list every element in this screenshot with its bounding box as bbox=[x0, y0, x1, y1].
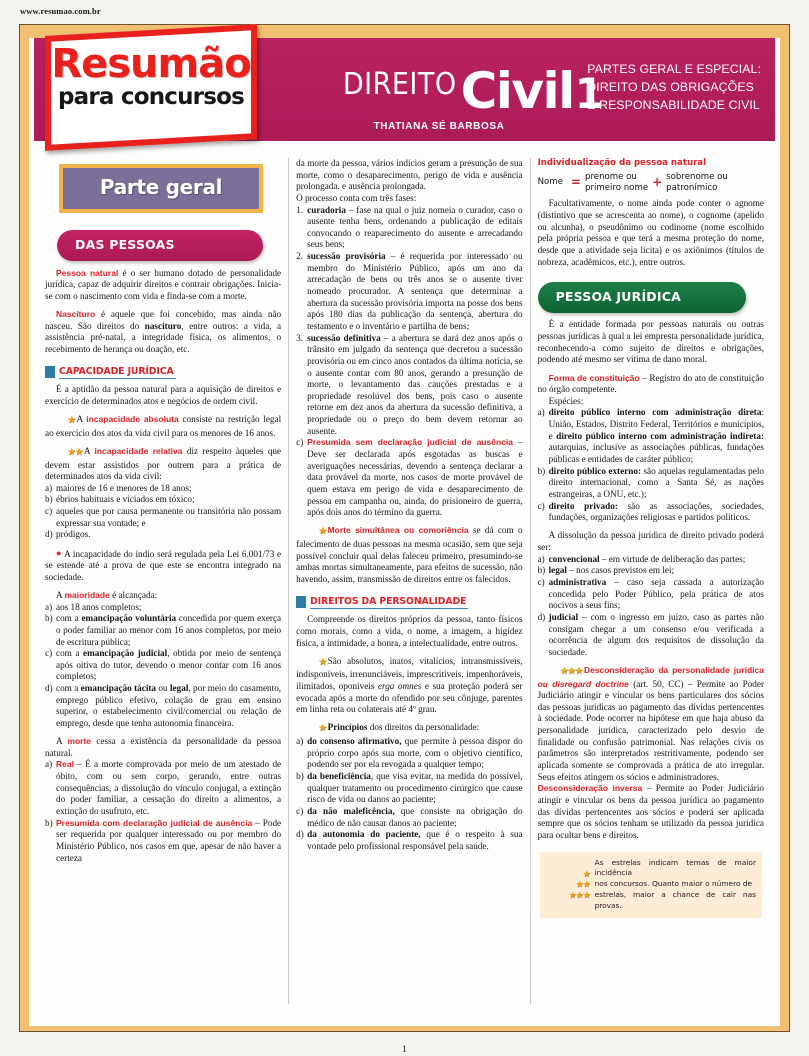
list-marker: a) bbox=[296, 736, 304, 747]
nome-formula-term2 bbox=[666, 172, 728, 193]
star-legend-line1: As estrelas indicam temas de maior incidência bbox=[594, 857, 756, 878]
star-legend-icons bbox=[544, 869, 590, 901]
paragraph-facultativamente: Facultativamente, o nome ainda pode conter o agnome (distintivo que se acrescenta ao nome), o cognome (apelido ou alcunha), o pseudônimo ou codinome (nome escolhido pela própria pessoa e que terá a mesma proteção do nome, desde que a atividade seja lícita) e os axiônimos (títulos de nobreza, acadêmicos, etc.), entre outros. bbox=[537, 198, 764, 267]
text-pessoa-natural: é o ser humano dotado de personalidade jurídica, capaz de adquirir direitos e contrair obrigações. Inicia-se com o nascimento com vida e finda-se com a morte. bbox=[45, 267, 282, 301]
list-item-text: – nos casos previstos em lei; bbox=[566, 565, 675, 576]
star-icon-double: ★★ bbox=[67, 446, 82, 458]
list-item-lead: da autonomia do paciente, bbox=[307, 829, 421, 840]
list-item-text: – Pode ser requerida por qualquer interessado ou por membro do Ministério Público, nos casos em que, apesar de não haver a certeza bbox=[56, 817, 282, 863]
list-item-text: , que visa evitar, na medida do possível, qualquer tratamento ou procedimento cirúrgico que cause risco de vida ou danos ao paciente; bbox=[307, 771, 523, 805]
column-left bbox=[38, 158, 288, 1004]
paragraph-desconsideracao bbox=[538, 665, 764, 783]
text-erga-omnes: erga omnes bbox=[377, 681, 422, 692]
list-marker: 3. bbox=[296, 332, 304, 343]
list-item bbox=[45, 506, 281, 529]
masthead-title-civil: Civil bbox=[460, 62, 574, 120]
lead-presumida-sem: Presumida sem declaração judicial de ausência bbox=[307, 437, 513, 448]
paragraph-dissolucao-intro: A dissolução da pessoa jurídica de direito privado poderá ser: bbox=[537, 530, 764, 553]
masthead-title-direito: DIREITO bbox=[342, 67, 457, 102]
list-item-text: – a abertura se dará dez anos após o trânsito em julgado da sentença que decretou a sucessão provisória ou em cinco anos contados da última notícia, se o ausente contar com 80 anos, gerando a presunção de morte, o levantamento das cauções prestadas e a propriedade resolúvel dos bens, pois caso o ausente retorne em dez anos da abertura da sucessão definitiva, a propriedade ou o preço do bem devem retornar ao ausente. bbox=[307, 332, 523, 436]
text-morte: cessa a existência da personalidade da pessoa natural. bbox=[45, 736, 282, 758]
list-item-lead: judicial bbox=[548, 611, 579, 622]
list-item bbox=[296, 333, 522, 438]
list-item bbox=[45, 818, 281, 865]
star-legend-line3: estrelas, maior a chance de cair nas provas. bbox=[594, 890, 756, 911]
paragraph-indio bbox=[45, 548, 281, 584]
list-marker: b) bbox=[537, 565, 546, 576]
list-marker: a) bbox=[45, 759, 53, 770]
text-desconsideracao-inversa: – Permite ao Poder Judiciário atingir e vincular os bens da pessoa jurídica ao pagamento das dívidas pertencentes aos sócios e poderá ser aplicada sempre que os sócios tenham se utilizado da pessoa jurídica para ocultar bens e direitos. bbox=[537, 783, 764, 840]
list-item bbox=[45, 759, 281, 817]
list-marker: d) bbox=[296, 829, 304, 840]
list-item-lead: administrativa bbox=[548, 576, 607, 587]
text-comoriencia: se dá com o falecimento de duas pessoas na mesma ocasião, sem que seja possível concluir qual delas faleceu primeiro, presumindo-se ambas mortas simultaneamente, para efeitos de sucessão, não havendo, assim, transmissão de direitos entre os falecidos. bbox=[296, 525, 523, 584]
list-marker: c) bbox=[296, 805, 304, 816]
list-item-text: – fase na qual o juiz nomeia o curador, caso o ausente tenha bens, ordenando a publicação de editais convocando o reaparecimento do ausente e arrecadando seus bens; bbox=[307, 204, 523, 250]
list-fases bbox=[296, 205, 522, 438]
nome-term1-line1: prenome ou bbox=[584, 171, 637, 182]
masthead-author: THATIANA SÉ BARBOSA bbox=[373, 121, 505, 132]
text-desconsideracao: (art. 50, CC) – Permite ao Poder Judiciário atingir e vincular os bens particulares dos sócios das pessoas jurídicas ao pagamento das dívidas pertencentes à sociedade. Pode ocorrer na hipótese em que haja abuso da personalidade jurídica, caracterizado pelo desvio de finalidade ou confusão patrimonial. Nas relações civis os parâmetros são interpretados restritivamente, podendo ser aplicada somente se comprovada a prática de ato irregular. Seus efeitos atingem os sócios e administradores. bbox=[537, 678, 764, 782]
lead-morte: morte bbox=[67, 736, 92, 747]
list-maioridade bbox=[45, 602, 281, 730]
list-item bbox=[45, 529, 281, 541]
nome-formula-term1 bbox=[585, 172, 648, 193]
column-middle bbox=[288, 158, 529, 1004]
bullet-icon: ● bbox=[56, 547, 62, 558]
list-item-text: aos 18 anos completos; bbox=[56, 601, 142, 612]
nome-formula-label: Nome bbox=[537, 177, 563, 188]
list-item-text: com a emancipação judicial, obtida por meio de sentença após oitiva do tutor, devendo o menor contar com 16 anos completos; bbox=[56, 648, 282, 682]
list-item-text: – com o ingresso em juízo, caso as partes não consigam chegar a um consenso e/ou verificada a ocorrência de algum dos requisitos de dissolução da sociedade. bbox=[548, 611, 764, 657]
section-pessoa-juridica: PESSOA JURÍDICA bbox=[538, 282, 746, 313]
text-inc-abs-pre: A bbox=[76, 414, 87, 425]
list-marker: 1. bbox=[296, 204, 304, 215]
paragraph-principios bbox=[296, 722, 522, 736]
paragraph-comoriencia bbox=[296, 525, 522, 585]
masthead-title bbox=[274, 62, 604, 120]
list-item bbox=[296, 771, 522, 806]
list-marker: b) bbox=[45, 494, 53, 505]
lead-desconsideracao: Desconsideração da personalidade jurídica bbox=[583, 664, 764, 675]
lead-maioridade: maioridade bbox=[64, 589, 110, 600]
list-marker: b) bbox=[296, 771, 304, 781]
list-item bbox=[296, 806, 522, 829]
list-item bbox=[296, 829, 522, 852]
list-item-text: – em virtude de deliberação das partes; bbox=[599, 553, 746, 564]
section-das-pessoas: DAS PESSOAS bbox=[57, 230, 263, 261]
list-item bbox=[45, 494, 281, 506]
list-marker: c) bbox=[537, 500, 545, 511]
masthead-subtitle-line2: DIREITO DAS OBRIGAÇÕES bbox=[587, 80, 754, 95]
list-principios bbox=[296, 736, 522, 852]
list-item-text: direito público externo: são aquelas regulamentadas pelo direito internacional, como a Santa Sé, as nações estrangeiras, a ONU, etc.); bbox=[548, 465, 764, 499]
list-item-text: maiores de 16 e menores de 18 anos; bbox=[56, 482, 192, 493]
list-item bbox=[538, 577, 764, 612]
bold-nascituro: nascituro bbox=[144, 320, 182, 331]
label-especies: Espécies: bbox=[548, 395, 584, 406]
nome-formula-equals: = bbox=[570, 175, 581, 189]
list-morte bbox=[45, 759, 281, 864]
text-indio: A incapacidade do índio será regulada pela Lei 6.001/73 e se estende até a prova de que este se encontra integrado na sociedade. bbox=[45, 548, 282, 582]
star-icon-three: ★★★ bbox=[568, 889, 590, 900]
list-item-text: com a emancipação voluntária concedida por quem exerça o poder familiar ao menor com 16 anos completos, por meio de escritura pública; bbox=[56, 613, 282, 647]
list-item-lead: Presumida com declaração judicial de ausência bbox=[56, 817, 253, 828]
list-item bbox=[538, 565, 764, 577]
list-dissolucao bbox=[538, 554, 764, 659]
list-marker: d) bbox=[45, 529, 53, 540]
list-marker: a) bbox=[45, 482, 53, 493]
nome-term2-line1: sobrenome ou bbox=[666, 171, 728, 182]
star-icon: ★ bbox=[318, 723, 326, 735]
page-number: 1 bbox=[402, 1044, 407, 1054]
list-marker: b) bbox=[45, 613, 53, 624]
list-item-lead: do consenso afirmativo, bbox=[307, 736, 402, 747]
text-incapacidade-absoluta: consiste na restrição legal ao exercício dos atos da vida civil para os menores de 16 anos. bbox=[45, 414, 282, 438]
nome-formula-plus: + bbox=[652, 175, 663, 189]
star-icon-one: ★ bbox=[582, 869, 590, 880]
paragraph-incapacidade-absoluta bbox=[45, 414, 281, 439]
paragraph-aptidao: É a aptidão da pessoa natural para a aquisição de direitos e exercício de determinados atos e negócios de ordem civil. bbox=[45, 384, 282, 406]
text-principios: dos direitos da personalidade: bbox=[367, 722, 480, 733]
paragraph-entidade: É a entidade formada por pessoas naturais ou outras pessoas jurídicas à qual a lei empresta personalidade jurídica, reconhecendo-a como sujeito de direitos e obrigações, podendo até mesmo ser vítima de dano moral. bbox=[537, 319, 764, 365]
list-item-presumida-sem bbox=[296, 437, 522, 518]
list-item-text: – caso seja cassada a autorização concedida pelo Poder Público, pela prática de atos nocivos a seus fins; bbox=[548, 576, 764, 611]
list-marker: b) bbox=[537, 465, 546, 476]
list-item bbox=[538, 612, 764, 659]
list-item bbox=[45, 648, 281, 683]
list-item-lead: sucessão definitiva bbox=[307, 332, 381, 343]
paragraph-maioridade bbox=[45, 590, 281, 602]
text-incapacidade-relativa: diz respeito àqueles que devem estar assistidos por outrem para a prática de determinados atos da vida civil: bbox=[45, 445, 282, 482]
paragraph-pessoa-natural bbox=[45, 268, 281, 303]
site-url: www.resumao.com.br bbox=[20, 6, 101, 16]
list-item bbox=[296, 251, 522, 332]
list-item bbox=[45, 683, 281, 730]
list-item-lead: Real bbox=[56, 759, 74, 770]
text-maioridade-pre: A bbox=[56, 589, 65, 600]
text-presumida-sem: – Deve ser declarada após esgotadas as buscas e averiguações necessárias, devendo a sentença declarar a data provável da morte, nos casos de morte provável de quem estava em perigo de vida e desaparecimento de pessoa em campanha ou, ainda, do prisioneiro de guerra, após dois anos do término da guerra. bbox=[307, 437, 523, 518]
list-item-text: que consiste na obrigação do médico de não causar danos ao paciente; bbox=[307, 805, 523, 828]
list-marker: a) bbox=[45, 601, 53, 612]
nome-term1-line2: primeiro nome bbox=[584, 182, 649, 193]
list-item-lead: sucessão provisória bbox=[307, 251, 386, 262]
paragraph-desconsideracao-inversa bbox=[538, 783, 764, 841]
list-especies bbox=[538, 407, 764, 523]
masthead-subtitle-line1: PARTES GERAL E ESPECIAL: bbox=[587, 62, 761, 76]
content-columns bbox=[29, 150, 780, 1004]
heading-direitos-personalidade: DIREITOS DA PERSONALIDADE bbox=[310, 596, 468, 610]
list-item-text: aqueles que por causa permanente ou transitória não possam expressar sua vontade; e bbox=[56, 506, 282, 528]
paragraph-absolutos bbox=[296, 656, 522, 716]
list-item bbox=[538, 466, 764, 501]
list-item-text: – É a morte comprovada por meio de um atestado de óbito, com ou sem corpo, gerando, entre outras consequências, a dissolução do vínculo conjugal, a extinção do poder familiar, a cessação do direito a alimentos, a extinção do usufruto, etc. bbox=[56, 759, 282, 816]
text-absolutos-b: e sua proteção poderá ser evocada após a morte do ofendido por seu cônjuge, parentes em linha reta ou colaterais até 4º grau. bbox=[296, 681, 523, 715]
star-legend-text bbox=[595, 858, 756, 913]
list-item bbox=[45, 602, 281, 614]
list-item-text: – é requerida por interessado ou membro do Ministério Público, após um ano da arrecadação de bens ou três anos se o ausente tiver nomeado procurador. A sentença que determinar a abertura da sucessão provisória importa na posse dos bens após 180 dias da publicação da sentença, abertura do testamento e o inventário e partilha de bens; bbox=[307, 251, 523, 331]
list-item bbox=[296, 205, 522, 252]
text-forma-constituicao: – Registro do ato de constituição no órgão competente. bbox=[537, 372, 764, 395]
paragraph-incapacidade-relativa bbox=[45, 446, 281, 483]
masthead-volume-number: 1 bbox=[574, 69, 604, 118]
list-item-text: direito público interno com administração direta: União, Estados, Distrito Federal, Territórios e municípios, e direito público interno com administração indireta: autarquias, inclusive as associações públicas, fundações públicas e entidades de caráter público; bbox=[548, 407, 765, 465]
heading-capacidade-juridica-wrap bbox=[45, 366, 281, 380]
text-inc-rel-pre: A bbox=[83, 445, 95, 456]
text-nascituro-b: , entre outros: a vida, a assistência pré-natal, a integridade física, os alimentos, o recebimento de herança ou doação, etc. bbox=[45, 320, 282, 354]
list-marker: c) bbox=[45, 506, 53, 517]
star-icon-two: ★★ bbox=[575, 879, 590, 890]
star-icon: ★ bbox=[67, 415, 75, 427]
paragraph-forma-constituicao bbox=[538, 373, 764, 396]
lead-principios: Princípios bbox=[327, 722, 368, 733]
paragraph-nascituro bbox=[45, 309, 281, 356]
page-sheet bbox=[19, 24, 790, 1032]
list-marker: c) bbox=[296, 437, 304, 448]
list-marker: b) bbox=[45, 817, 53, 828]
list-item bbox=[296, 736, 522, 771]
list-item-text: ébrios habituais e viciados em tóxico; bbox=[56, 494, 195, 505]
resumao-logo bbox=[45, 24, 257, 151]
list-item bbox=[45, 483, 281, 495]
list-item-lead: da beneficiência bbox=[307, 771, 371, 781]
heading-individualizacao: Individualização da pessoa natural bbox=[537, 158, 707, 168]
list-marker: c) bbox=[45, 648, 53, 659]
lead-forma-constituicao: Forma de constituição bbox=[548, 372, 640, 383]
page-inner bbox=[29, 38, 780, 1026]
list-marker: c) bbox=[537, 576, 545, 587]
list-item-text: com a emancipação tácita ou legal, por meio do casamento, emprego público efetivo, colação de grau em ensino superior, o estabelecimento civil/comercial ou relação de emprego, desde que tenha autonomia financeira. bbox=[56, 683, 282, 728]
list-item-lead: legal bbox=[548, 565, 567, 576]
list-item bbox=[45, 613, 281, 648]
list-item-lead: da não maleficência, bbox=[307, 805, 395, 816]
list-item-text: direito privado: são as associações, sociedades, fundações, organizações religiosas e partidos políticos. bbox=[548, 500, 764, 523]
lead-disregard-doctrine: ou disregard doctrine bbox=[537, 678, 629, 689]
list-item-lead: curadoria bbox=[307, 204, 346, 215]
list-item bbox=[538, 554, 764, 566]
list-item bbox=[538, 501, 764, 524]
lead-pessoa-natural: Pessoa natural bbox=[56, 267, 119, 278]
parte-geral-banner bbox=[59, 164, 263, 213]
list-item-lead: convencional bbox=[548, 553, 600, 564]
masthead-banner bbox=[34, 38, 775, 141]
paragraph-compreende: Compreende os direitos próprios da pessoa, tanto físicos como morais, como a vida, o nome, a imagem, a higidez física, a intimidade, a honra, a intelectualidade, entre outros. bbox=[296, 614, 523, 648]
nome-formula bbox=[538, 172, 764, 193]
list-item-text: que permite à pessoa dispor do próprio corpo após sua morte, com o objetivo científico, podendo ser por ela revogada a qualquer tempo; bbox=[307, 736, 523, 770]
text-absolutos-a: São absolutos, inatos, vitalícios, intransmissíveis, indisponíveis, irrenunciáveis, imprescritíveis, impenhoráveis, ilimitados, oponíveis bbox=[296, 655, 523, 692]
paragraph-continuation: da morte da pessoa, vários indícios geram a presunção de sua morte, como o desaparecimento, perigo de vida e ausência prolongada. e ausência prolongada. bbox=[296, 158, 523, 192]
list-item-text: que é o respeito à sua vontade pelo profissional responsável pela saúde. bbox=[307, 829, 523, 851]
star-icon: ★ bbox=[318, 656, 326, 668]
column-right bbox=[530, 158, 771, 1004]
text-nascituro-a: é aquele que foi concebido, mas ainda não nasceu. São direitos do bbox=[45, 309, 282, 331]
paragraph-morte bbox=[45, 736, 281, 759]
masthead-subtitle bbox=[587, 60, 761, 115]
text-morte-pre: A bbox=[56, 736, 68, 747]
list-marker: d) bbox=[45, 683, 53, 694]
masthead-subtitle-line3: E RESPONSABILIDADE CIVIL bbox=[587, 98, 760, 113]
list-marker: 2. bbox=[296, 251, 304, 262]
star-icon: ★ bbox=[318, 526, 326, 538]
lead-desconsideracao-inversa: Desconsideração inversa bbox=[537, 783, 643, 794]
star-legend-box bbox=[540, 852, 762, 919]
star-legend-line2: nos concursos. Quanto maior o número de bbox=[594, 879, 753, 889]
list-marker: a) bbox=[537, 553, 545, 564]
star-icon-triple: ★★★ bbox=[559, 665, 582, 677]
list-marker: a) bbox=[537, 407, 545, 418]
list-marker: d) bbox=[537, 611, 546, 622]
paragraph-fases-intro: O processo conta com três fases: bbox=[296, 192, 417, 203]
parte-geral-label: Parte geral bbox=[63, 168, 259, 209]
logo-title: Resumão bbox=[51, 41, 251, 87]
lead-comoriencia: Morte simultânea ou comoriência bbox=[327, 525, 469, 536]
list-item-text: pródigos. bbox=[56, 529, 91, 540]
lead-incapacidade-absoluta: incapacidade absoluta bbox=[86, 414, 179, 425]
text-maioridade: é alcançada: bbox=[109, 589, 158, 600]
lead-incapacidade-relativa: incapacidade relativa bbox=[94, 445, 183, 456]
lead-nascituro: Nascituro bbox=[56, 309, 96, 320]
list-item bbox=[538, 407, 764, 465]
heading-capacidade-juridica: CAPACIDADE JURÍDICA bbox=[59, 366, 176, 380]
nome-term2-line2: patronímico bbox=[666, 182, 718, 193]
logo-subtitle: para concursos bbox=[58, 84, 244, 111]
list-incapacidade-relativa bbox=[45, 483, 281, 541]
heading-direitos-personalidade-wrap bbox=[296, 596, 522, 610]
